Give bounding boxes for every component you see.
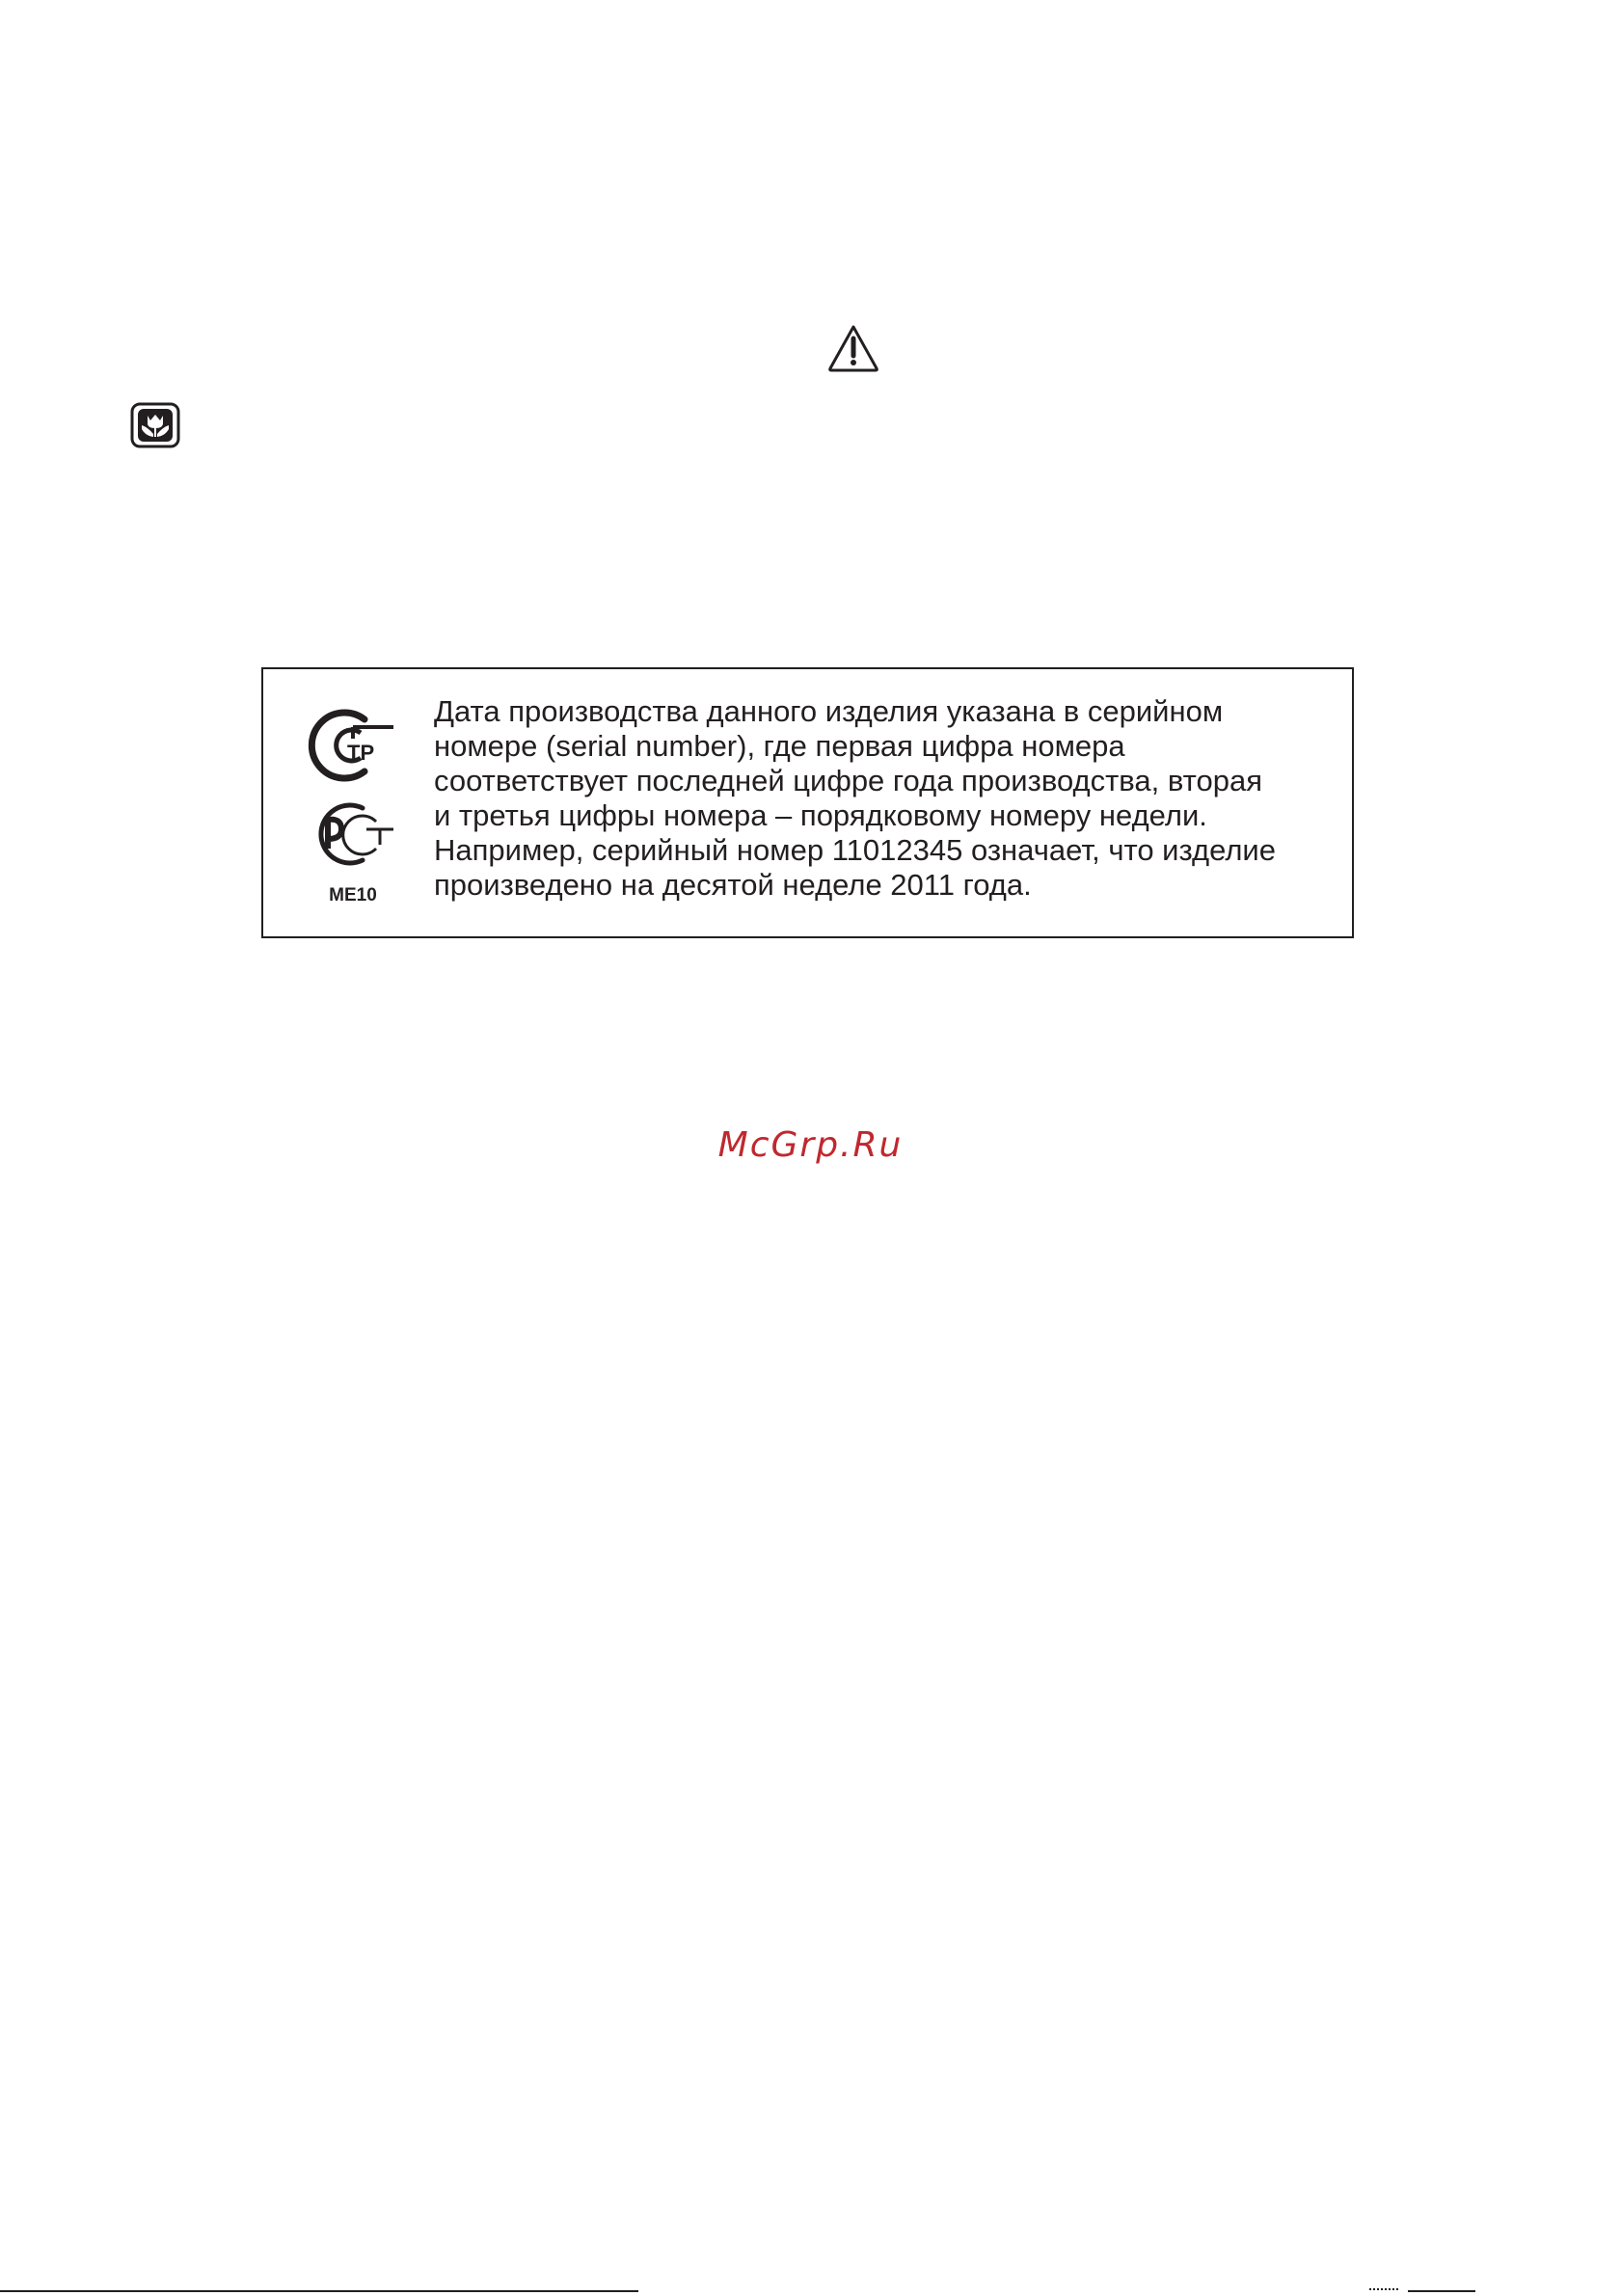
watermark: McGrp.Ru bbox=[717, 1125, 904, 1165]
pct-certification-mark bbox=[305, 800, 397, 868]
certification-code: ME10 bbox=[329, 885, 377, 905]
eac-certification-mark bbox=[305, 706, 397, 785]
manufacture-date-info-box bbox=[261, 667, 1354, 938]
footer-rule bbox=[0, 2290, 638, 2292]
svg-text:ТР: ТР bbox=[347, 741, 375, 765]
manufacture-date-text bbox=[434, 694, 1340, 903]
footer-rule bbox=[1408, 2290, 1475, 2292]
warning-triangle-icon bbox=[827, 323, 879, 373]
footer-rule-mark bbox=[1369, 2288, 1398, 2294]
info-text-line: Дата производства данного изделия указана в серийном bbox=[434, 694, 1224, 728]
info-text-line: соответствует последней цифре года производства, вторая bbox=[434, 764, 1263, 797]
info-text-line: и третья цифры номера – порядковому номеру недели. bbox=[434, 798, 1207, 832]
food-safe-icon bbox=[130, 402, 180, 448]
info-text-line: номере (serial number), где первая цифра номера bbox=[434, 729, 1125, 763]
info-text-line: произведено на десятой неделе 2011 года. bbox=[434, 868, 1032, 902]
info-text-line: Например, серийный номер 11012345 означает, что изделие bbox=[434, 833, 1276, 867]
